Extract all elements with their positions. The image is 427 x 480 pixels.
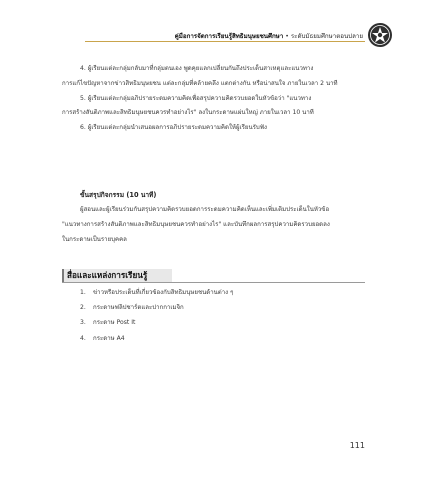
list-item-text: ข่าวหรือประเด็นที่เกี่ยวข้องกับสิทธิมนุษยชนด้านต่าง ๆ [93, 289, 234, 296]
header-title-level: • ระดับมัธยมศึกษาตอนปลาย [283, 33, 363, 40]
page-header [0, 0, 427, 48]
summary-line-3: ในกระดาษเป็นรายบุคคล [62, 235, 127, 243]
summary-paragraph [62, 203, 370, 247]
summary-line-2: "แนวทางการสร้างสันติภาพและสิทธิมนุษยชนควรทำอย่างไร" และบันทึกผลการสรุปความคิดรวบยอดลง [62, 220, 330, 228]
list-item-text: กระดาษฟลิปชาร์ตและปากกาเมจิก [93, 304, 184, 312]
step-5-line-1: 5. ผู้เรียนแต่ละกลุ่มอภิปรายระดมความคิดเพื่อสรุปความคิดรวบยอดในหัวข้อว่า "แนวทาง [80, 94, 312, 102]
step-4-line-2: การแก้ไขปัญหาจากข่าวสิทธิมนุษยชน แต่ละกลุ่มที่คล้ายคลึง แตกต่างกัน หรือน่าสนใจ ภายในเวลา 2 นาที [62, 79, 338, 87]
materials-list [80, 285, 233, 346]
emblem-icon [367, 22, 393, 48]
step-6: 6. ผู้เรียนแต่ละกลุ่มนำเสนอผลการอภิปรายระดมความคิดให้ผู้เรียนรับฟัง [80, 124, 268, 132]
materials-heading-text: สื่อและแหล่งการเรียนรู้ [67, 270, 148, 280]
list-item-text: กระดาษ A4 [93, 334, 125, 342]
list-item-number: 2. [80, 304, 86, 312]
section-divider [62, 282, 365, 283]
materials-section-heading [62, 269, 172, 282]
procedure-steps [62, 62, 370, 136]
summary-heading: ขั้นสรุปกิจกรรม (10 นาที) [80, 191, 157, 199]
header-title [175, 31, 363, 41]
list-item-text: กระดาษ Post It [93, 319, 136, 327]
list-item-number: 3. [80, 319, 86, 327]
step-4-line-1: 4. ผู้เรียนแต่ละกลุ่มกลับมาที่กลุ่มตนเอง พูดคุยแลกเปลี่ยนกันถึงประเด็นสาเหตุและแนวทาง [80, 65, 314, 72]
header-rule [85, 41, 365, 42]
summary-line-1: ผู้สอนและผู้เรียนร่วมกันสรุปความคิดรวบยอดการระดมความคิดเห็นและเพิ่มเติมประเด็นในหัวข้อ [80, 206, 330, 213]
step-5-line-2: การสร้างสันติภาพและสิทธิมนุษยชนควรทำอย่างไร" ลงในกระดาษแผ่นใหญ่ ภายในเวลา 10 นาที [62, 109, 314, 117]
header-title-main: คู่มือการจัดการเรียนรู้สิทธิมนุษยชนศึกษา [174, 33, 284, 40]
list-item [80, 315, 233, 330]
list-item [80, 285, 233, 300]
list-item-number: 1. [80, 289, 86, 296]
list-item [80, 300, 233, 315]
list-item [80, 331, 233, 346]
page-number: 111 [349, 441, 365, 450]
list-item-number: 4. [80, 334, 86, 342]
